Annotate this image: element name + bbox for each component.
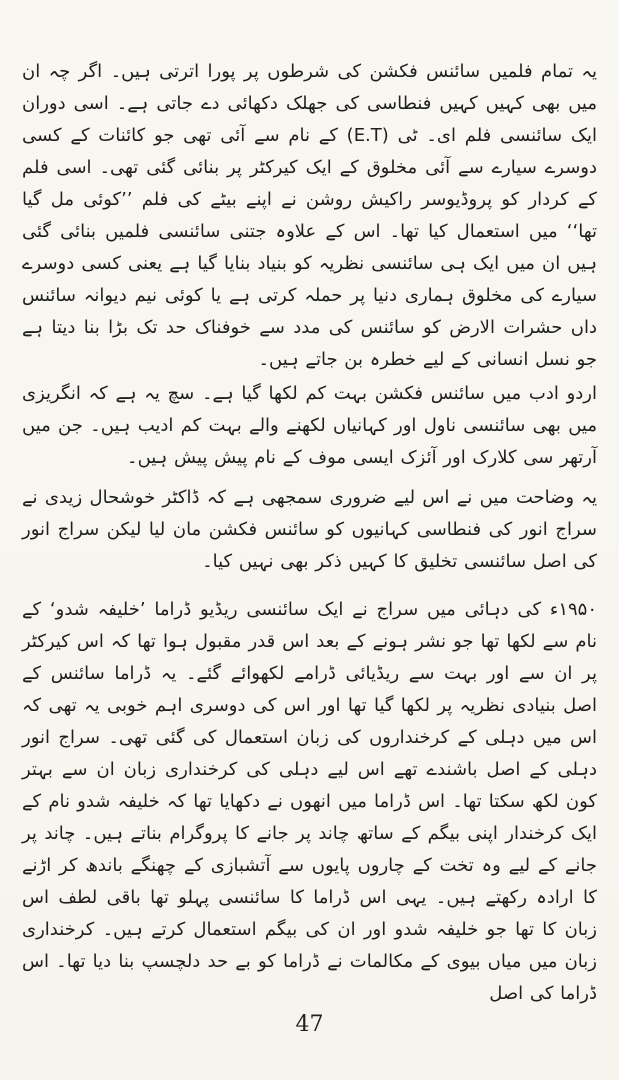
- paragraph-3: یہ وضاحت میں نے اس لیے ضروری سمجھی ہے کہ ڈاکٹر خوشحال زیدی نے سراج انور کی فنطاسی کہانیوں کو سائنس فکشن مان لیا لیکن سراج انور کی اصل سائنسی تخلیق کا کہیں ذکر بھی نہیں کیا۔: [22, 487, 597, 572]
- body-text: [22, 56, 597, 1010]
- paragraph-4: ۱۹۵۰ء کی دہائی میں سراج نے ایک سائنسی ریڈیو ڈراما ’خلیفہ شدو‘ کے نام سے لکھا تھا جو نشر ہونے کے بعد اس قدر مقبول ہوا تھا کہ اس کیرکٹر پر ان سے اور بہت سے ریڈیائی ڈرامے لکھوائے گئے۔ یہ ڈراما سائنس کے اصل بنیادی نظریہ پر لکھا گیا تھا اور اس کی دوسری اہم خوبی یہ تھی کہ اس میں دہلی کے کرخنداروں کی زبان استعمال کی گئی تھی۔ سراج انور دہلی کے اصل باشندے تھے اس لیے دہلی کی کرخنداری زبان ان سے بہتر کون لکھ سکتا تھا۔ اس ڈراما میں انھوں نے دکھایا تھا کہ خلیفہ شدو نام کے ایک کرخندار اپنی بیگم کے ساتھ چاند پر جانے کا پروگرام بناتے ہیں۔ چاند پر جانے کے لیے وہ تخت کے چاروں پایوں سے آتشبازی کے چھنگے باندھ کر اڑنے کا ارادہ رکھتے ہیں۔ یہی اس ڈراما کا سائنسی پہلو تھا باقی لطف اس زبان کا تھا جو خلیفہ شدو اور ان کی بیگم استعمال کرتے ہیں۔ کرخنداری زبان میں میاں بیوی کے مکالمات نے ڈراما کو بے حد دلچسپ بنا دیا تھا۔ اس ڈراما کی اصل: [22, 599, 597, 1004]
- paragraph-1: یہ تمام فلمیں سائنس فکشن کی شرطوں پر پورا اترتی ہیں۔ اگر چہ ان میں بھی کہیں کہیں فنطاسی کی جھلک دکھائی دے جاتی ہے۔ اسی دوران ایک سائنسی فلم ای۔ ٹی (E.T) کے نام سے آئی تھی جو کائنات کے کسی دوسرے سیارے سے آئی مخلوق کے ایک کیرکٹر پر بنائی گئی تھی۔ اسی فلم کے کردار کو پروڈیوسر راکیش روشن نے اپنے بیٹے کی فلم ’’کوئی مل گیا تھا‘‘ میں استعمال کیا تھا۔ اس کے علاوہ جتنی سائنسی فلمیں بنائی گئی ہیں ان میں ایک ہی سائنسی نظریہ کو بنیاد بنایا گیا ہے یعنی کسی دوسرے سیارے کی مخلوق ہماری دنیا پر حملہ کرتی ہے یا کوئی نیم دیوانہ سائنس داں حشرات الارض کو سائنس کی مدد سے خوفناک حد تک بڑا بنا دیتا ہے جو نسل انسانی کے لیے خطرہ بن جاتے ہیں۔: [22, 61, 597, 370]
- paragraph-2: اردو ادب میں سائنس فکشن بہت کم لکھا گیا ہے۔ سچ یہ ہے کہ انگریزی میں بھی سائنسی ناول اور کہانیاں لکھنے والے بہت کم ادیب ہیں۔ جن میں آرتھر سی کلارک اور آئزک ایسی موف کے نام پیش پیش ہیں۔: [22, 383, 597, 468]
- page-number: 47: [295, 1012, 324, 1037]
